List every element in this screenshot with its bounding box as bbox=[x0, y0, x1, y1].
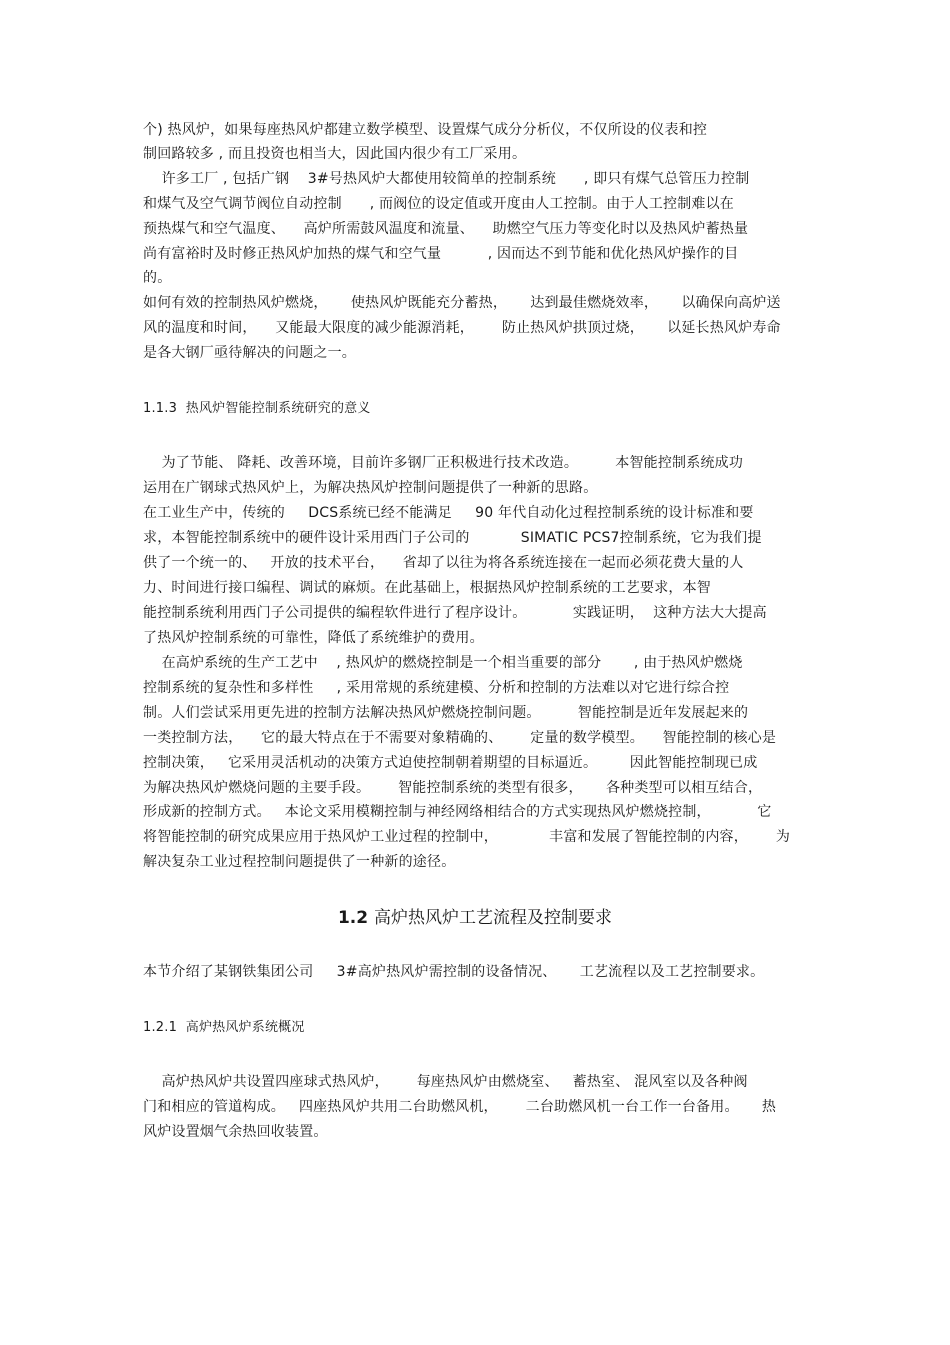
text-line: 求，本智能控制系统中的硬件设计采用西门子公司的 SIMATIC PCS7控制系统，它为我们提 bbox=[143, 530, 762, 546]
text-line: 能控制系统利用西门子公司提供的编程软件进行了程序设计。 实践证明， 这种方法大大提高 bbox=[143, 605, 767, 621]
text-line: 门和相应的管道构成。 四座热风炉共用二台助燃风机， 二台助燃风机一台工作一台备用。 热 bbox=[143, 1099, 777, 1115]
text-line: 在高炉系统的生产工艺中 , 热风炉的燃烧控制是一个相当重要的部分 , 由于热风炉燃烧 bbox=[143, 655, 743, 671]
text-line: 个) 热风炉，如果每座热风炉都建立数学模型、设置煤气成分分析仪，不仅所设的仪表和控 bbox=[143, 122, 708, 138]
section-subheading: 1.2.1 高炉热风炉系统概况 bbox=[143, 1020, 305, 1035]
text-line: 的。 bbox=[143, 270, 172, 286]
text-line: 将智能控制的研究成果应用于热风炉工业过程的控制中， 丰富和发展了智能控制的内容， 为 bbox=[143, 829, 791, 845]
text-line: 许多工厂 , 包括广钢 3#号热风炉大都使用较简单的控制系统 , 即只有煤气总管压力控制 bbox=[143, 171, 750, 187]
section-heading bbox=[0, 907, 950, 929]
text-line: 制回路较多 , 而且投资也相当大，因此国内很少有工厂采用。 bbox=[143, 146, 527, 162]
text-line: 在工业生产中，传统的 DCS系统已经不能满足 90 年代自动化过程控制系统的设计标准和要 bbox=[143, 505, 754, 521]
section-heading-title: 高炉热风炉工艺流程及控制要求 bbox=[374, 908, 613, 928]
text-line: 解决复杂工业过程控制问题提供了一种新的途径。 bbox=[143, 854, 456, 870]
text-line: 制。人们尝试采用更先进的控制方法解决热风炉燃烧控制问题。 智能控制是近年发展起来的 bbox=[143, 705, 749, 721]
text-line: 了热风炉控制系统的可靠性，降低了系统维护的费用。 bbox=[143, 630, 484, 646]
text-line: 控制决策， 它采用灵活机动的决策方式迫使控制朝着期望的目标逼近。 因此智能控制现已成 bbox=[143, 755, 758, 771]
text-line: 一类控制方法， 它的最大特点在于不需要对象精确的、 定量的数学模型。 智能控制的核心是 bbox=[143, 730, 777, 746]
section-subheading: 1.1.3 热风炉智能控制系统研究的意义 bbox=[143, 401, 371, 416]
text-line: 供了一个统一的、 开放的技术平台， 省却了以往为将各系统连接在一起而必须花费大量的人 bbox=[143, 555, 744, 571]
text-line: 预热煤气和空气温度、 高炉所需鼓风温度和流量、 助燃空气压力等变化时以及热风炉蓄热量 bbox=[143, 221, 749, 237]
text-line: 如何有效的控制热风炉燃烧， 使热风炉既能充分蓄热， 达到最佳燃烧效率， 以确保向高炉送 bbox=[143, 295, 781, 311]
text-line: 力、时间进行接口编程、调试的麻烦。在此基础上，根据热风炉控制系统的工艺要求，本智 bbox=[143, 580, 711, 596]
text-line: 运用在广钢球式热风炉上，为解决热风炉控制问题提供了一种新的思路。 bbox=[143, 480, 598, 496]
text-line: 为了节能、 降耗、改善环境，目前许多钢厂正积极进行技术改造。 本智能控制系统成功 bbox=[143, 455, 744, 471]
text-line: 高炉热风炉共设置四座球式热风炉， 每座热风炉由燃烧室、 蓄热室、 混风室以及各种阀 bbox=[143, 1074, 748, 1090]
text-line: 为解决热风炉燃烧问题的主要手段。 智能控制系统的类型有很多， 各种类型可以相互结合， bbox=[143, 780, 763, 796]
text-line: 控制系统的复杂性和多样性 , 采用常规的系统建模、分析和控制的方法难以对它进行综合控 bbox=[143, 680, 730, 696]
text-line: 和煤气及空气调节阀位自动控制 , 而阀位的设定值或开度由人工控制。由于人工控制难以在 bbox=[143, 196, 734, 212]
text-line: 本节介绍了某钢铁集团公司 3#高炉热风炉需控制的设备情况、 工艺流程以及工艺控制要求。 bbox=[143, 964, 765, 980]
text-line: 尚有富裕时及时修正热风炉加热的煤气和空气量 , 因而达不到节能和优化热风炉操作的目 bbox=[143, 246, 739, 262]
section-heading-number: 1.2 bbox=[337, 908, 369, 928]
text-line: 风的温度和时间， 又能最大限度的减少能源消耗， 防止热风炉拱顶过烧， 以延长热风炉寿命 bbox=[143, 320, 781, 336]
text-line: 风炉设置烟气余热回收装置。 bbox=[143, 1124, 328, 1140]
text-line: 是各大钢厂亟待解决的问题之一。 bbox=[143, 345, 356, 361]
text-line: 形成新的控制方式。 本论文采用模糊控制与神经网络相结合的方式实现热风炉燃烧控制， 它 bbox=[143, 804, 772, 820]
